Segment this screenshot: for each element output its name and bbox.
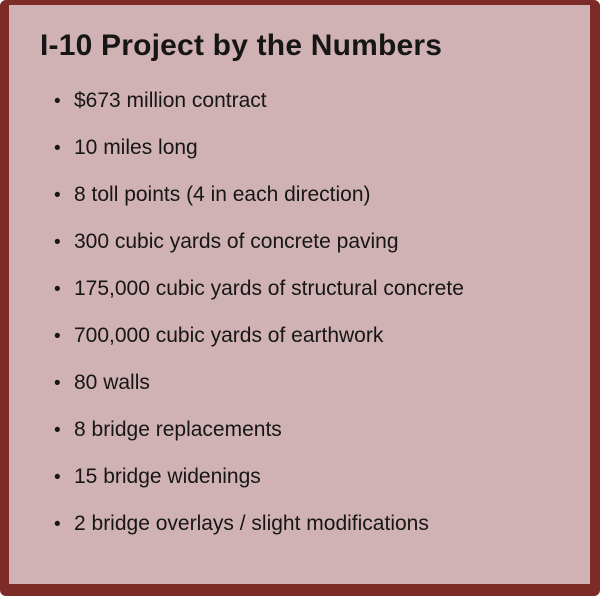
bullet-icon: • bbox=[54, 91, 61, 112]
list-item bbox=[54, 370, 572, 396]
bullet-text: 700,000 cubic yards of earthwork bbox=[74, 324, 384, 347]
list-item bbox=[54, 88, 572, 114]
bullet-text: 175,000 cubic yards of structural concrete bbox=[74, 277, 464, 300]
facts-list bbox=[40, 88, 572, 537]
bullet-icon: • bbox=[54, 467, 61, 488]
bullet-text: 2 bridge overlays / slight modifications bbox=[74, 512, 429, 535]
list-item bbox=[54, 464, 572, 490]
bullet-icon: • bbox=[54, 232, 61, 253]
list-item bbox=[54, 511, 572, 537]
bullet-icon: • bbox=[54, 514, 61, 535]
bullet-text: 80 walls bbox=[74, 371, 150, 394]
bullet-icon: • bbox=[54, 373, 61, 394]
list-item bbox=[54, 182, 572, 208]
card-title: I-10 Project by the Numbers bbox=[40, 29, 443, 62]
bullet-text: 8 bridge replacements bbox=[74, 418, 282, 441]
bullet-text: 8 toll points (4 in each direction) bbox=[74, 183, 371, 206]
bullet-text: 15 bridge widenings bbox=[74, 465, 261, 488]
bullet-icon: • bbox=[54, 185, 61, 206]
list-item bbox=[54, 276, 572, 302]
bullet-icon: • bbox=[54, 138, 61, 159]
bullet-icon: • bbox=[54, 279, 61, 300]
list-item bbox=[54, 135, 572, 161]
list-item bbox=[54, 229, 572, 255]
bullet-text: 300 cubic yards of concrete paving bbox=[74, 230, 399, 253]
list-item bbox=[54, 417, 572, 443]
bullet-text: 10 miles long bbox=[74, 136, 198, 159]
bullet-icon: • bbox=[54, 420, 61, 441]
bullet-text: $673 million contract bbox=[74, 89, 267, 112]
bullet-icon: • bbox=[54, 326, 61, 347]
list-item bbox=[54, 323, 572, 349]
